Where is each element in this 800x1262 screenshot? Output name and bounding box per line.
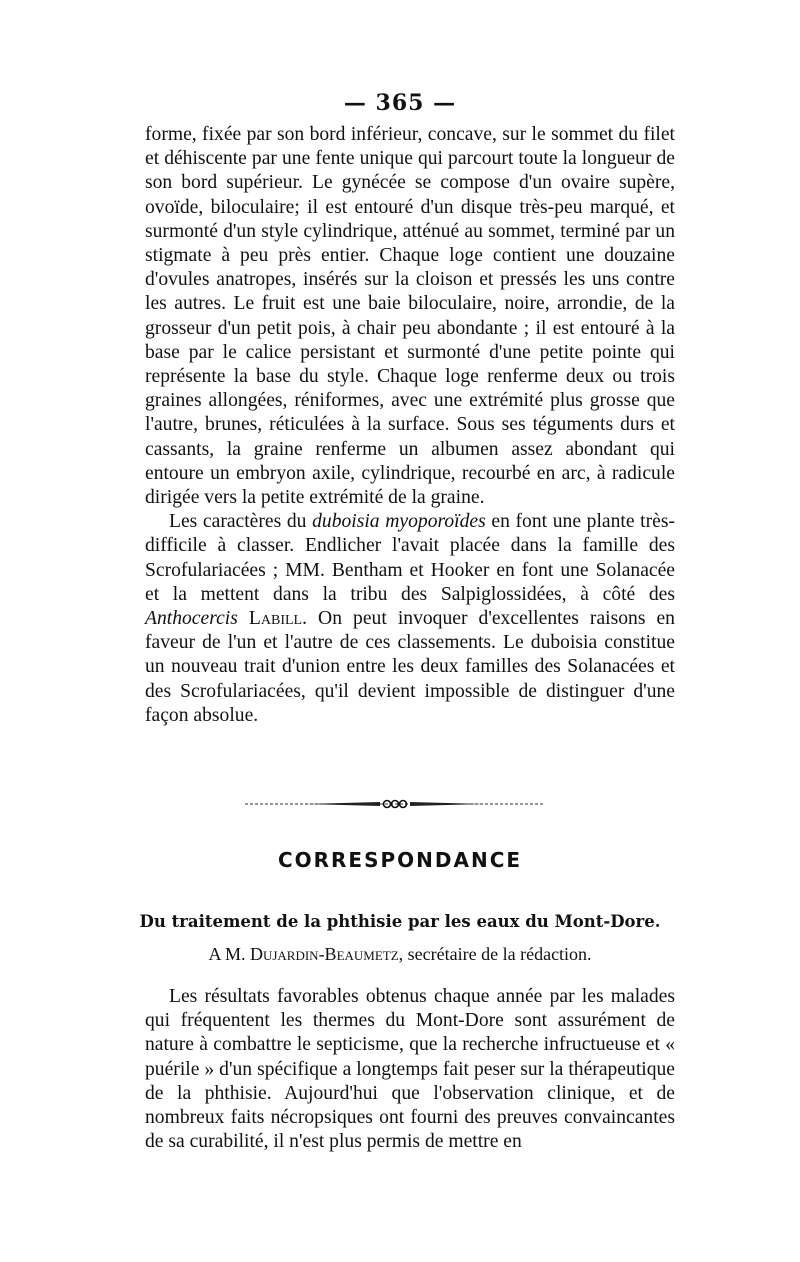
paragraph-1-text: forme, fixée par son bord inférieur, concave, sur le sommet du filet et déhiscente par une fente unique qui parcourt toute la longueur de son bord supérieur. Le gynécée se compose d'un ovaire supère, ovoïde, biloculaire; il est entouré d'un disque très-peu marqué, et surmonté d'un style cylindrique, atténué au sommet, terminé par un stigmate à peu près entier. Chaque loge contient une douzaine d'ovules anatropes, insérés sur la cloison et pressés les uns contre les autres. Le fruit est une baie biloculaire, noire, arrondie, de la grosseur d'un petit pois, à chair peu abondante ; il est entouré à la base par le calice persistant et surmonté d'une petite pointe qui représente la base du style. Chaque loge renferme deux ou trois graines allongées, réniformes, avec une extrémité plus grosse que l'autre, brunes, réticulées à la surface. Sous ses téguments durs et cassants, la graine renferme un albumen assez abondant qui entoure un embryon axile, cylindrique, recourbé en arc, à radicule dirigée vers la petite extrémité de la graine. bbox=[145, 124, 675, 509]
address-name: Dujardin-Beaumetz bbox=[249, 944, 399, 964]
genus-name: Anthocercis bbox=[145, 608, 238, 630]
page-number: — 365 — bbox=[343, 90, 457, 116]
paragraph-1 bbox=[145, 123, 675, 510]
author-abbrev: Labill. bbox=[248, 608, 308, 630]
letter-address bbox=[0, 944, 800, 965]
address-suffix: , secrétaire de la rédaction. bbox=[398, 944, 592, 964]
species-name: duboisia myoporoïdes bbox=[312, 511, 486, 533]
paragraph-2 bbox=[145, 510, 675, 728]
paragraph-2-text-a: Les caractères du bbox=[169, 511, 313, 533]
paragraph-2-text-b: en font une plante très-difficile à classer. Endlicher l'avait placée dans la famille des Scrofulariacées ; MM. Bentham et Hooker en font une Solanacée et la mettent dans la tribu des Salpiglossidées, à côté des bbox=[145, 511, 675, 605]
letter-body bbox=[145, 985, 675, 1154]
body-text bbox=[145, 123, 675, 728]
space bbox=[238, 608, 249, 629]
address-prefix: A M. bbox=[208, 944, 250, 964]
section-title: CORRESPONDANCE bbox=[277, 848, 523, 872]
ornament-divider-icon bbox=[245, 794, 545, 814]
article-title: Du traitement de la phthisie par les eaux du Mont-Dore. bbox=[139, 912, 661, 931]
letter-paragraph: Les résultats favorables obtenus chaque année par les malades qui fréquentent les thermes du Mont-Dore sont assurément de nature à combattre le septicisme, que la recherche infructueuse et « puérile » d'un spécifique a longtemps fait peser sur la thérapeutique de la phthisie. Aujourd'hui que l'observation clinique, et de nombreux faits nécropsiques ont fourni des preuves convaincantes de sa curabilité, il n'est plus permis de mettre en bbox=[145, 986, 675, 1153]
paragraph-2-text-c: On peut invoquer d'excellentes raisons en faveur de l'un et l'autre de ces classements. Le duboisia constitue un nouveau trait d'union entre les deux familles des Solanacées et des Scrofulariacées, qu'il devient impossible de distinguer d'une façon absolue. bbox=[145, 608, 675, 726]
